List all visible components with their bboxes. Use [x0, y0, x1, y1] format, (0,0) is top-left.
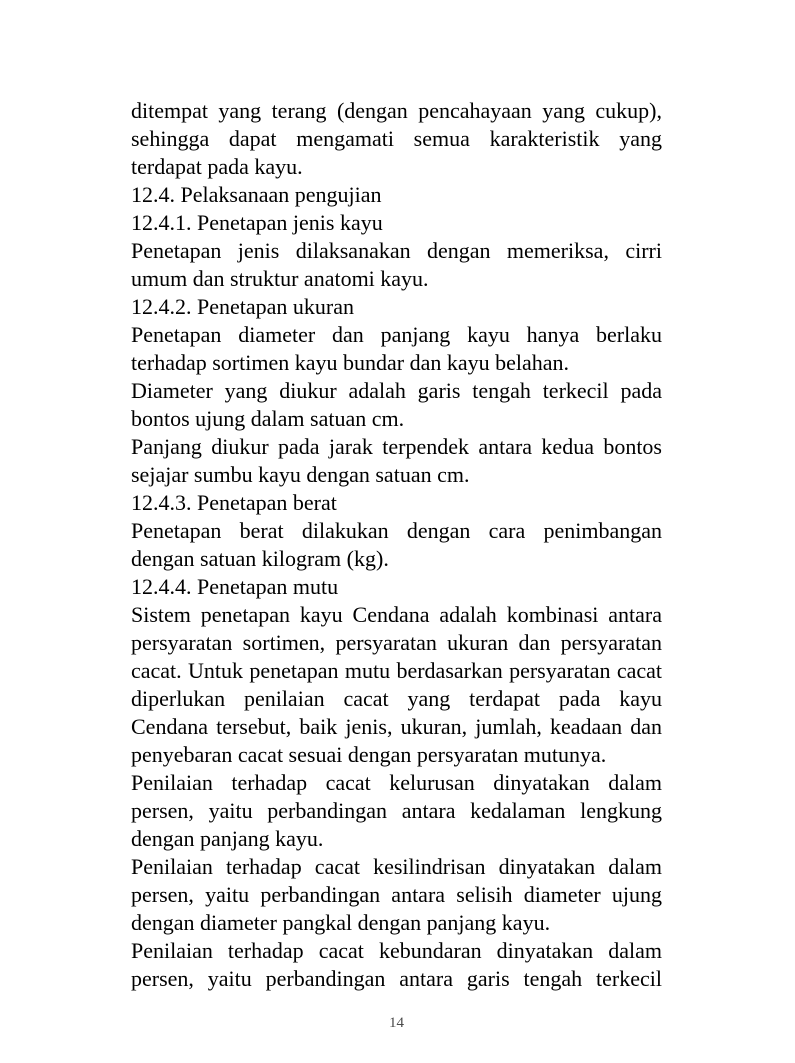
text-line: persen, yaitu perbandingan antara selisih diameter ujung: [131, 882, 662, 907]
page-body-text: [131, 97, 662, 993]
paragraph-penetapan-mutu: [131, 601, 662, 769]
paragraph-cacat-kelurusan: [131, 769, 662, 853]
heading-12-4: [131, 181, 662, 209]
text-line: terdapat pada kayu.: [131, 154, 303, 179]
text-line: Sistem penetapan kayu Cendana adalah kombinasi antara: [131, 602, 662, 627]
text-line: sehingga dapat mengamati semua karakteristik yang: [131, 126, 662, 151]
heading-line: 12.4.3. Penetapan berat: [131, 490, 337, 515]
text-line: Penilaian terhadap cacat kelurusan dinyatakan dalam: [131, 770, 662, 795]
text-line: diperlukan penilaian cacat yang terdapat pada kayu: [131, 686, 662, 711]
text-line: terhadap sortimen kayu bundar dan kayu belahan.: [131, 350, 570, 375]
heading-12-4-4: [131, 573, 662, 601]
paragraph-diameter: [131, 377, 662, 433]
text-line: Penilaian terhadap cacat kebundaran dinyatakan dalam: [131, 938, 662, 963]
text-line: sejajar sumbu kayu dengan satuan cm.: [131, 462, 470, 487]
page-number: 14: [389, 1015, 404, 1031]
text-line: dengan panjang kayu.: [131, 826, 324, 851]
text-line: Diameter yang diukur adalah garis tengah terkecil pada: [131, 378, 662, 403]
heading-12-4-1: [131, 209, 662, 237]
paragraph-penetapan-ukuran: [131, 321, 662, 377]
text-line: Penetapan jenis dilaksanakan dengan memeriksa, cirri: [131, 238, 662, 263]
heading-line: 12.4.1. Penetapan jenis kayu: [131, 210, 383, 235]
heading-12-4-3: [131, 489, 662, 517]
heading-line: 12.4.2. Penetapan ukuran: [131, 294, 354, 319]
paragraph-lighting: [131, 97, 662, 181]
paragraph-panjang: [131, 433, 662, 489]
text-line: persyaratan sortimen, persyaratan ukuran dan persyaratan: [131, 630, 662, 655]
text-line: Penilaian terhadap cacat kesilindrisan dinyatakan dalam: [131, 854, 662, 879]
heading-line: 12.4. Pelaksanaan pengujian: [131, 182, 382, 207]
text-line: umum dan struktur anatomi kayu.: [131, 266, 429, 291]
text-line: persen, yaitu perbandingan antara garis tengah terkecil: [131, 966, 662, 991]
heading-line: 12.4.4. Penetapan mutu: [131, 574, 339, 599]
paragraph-penetapan-jenis: [131, 237, 662, 293]
text-line: Panjang diukur pada jarak terpendek antara kedua bontos: [131, 434, 662, 459]
text-line: Penetapan berat dilakukan dengan cara penimbangan: [131, 518, 662, 543]
text-line: persen, yaitu perbandingan antara kedalaman lengkung: [131, 798, 662, 823]
text-line: ditempat yang terang (dengan pencahayaan yang cukup),: [131, 98, 662, 123]
text-line: penyebaran cacat sesuai dengan persyaratan mutunya.: [131, 742, 607, 767]
text-line: cacat. Untuk penetapan mutu berdasarkan persyaratan cacat: [131, 658, 662, 683]
text-line: dengan satuan kilogram (kg).: [131, 546, 389, 571]
page-footer: [131, 1013, 662, 1033]
paragraph-cacat-kebundaran: [131, 937, 662, 993]
paragraph-penetapan-berat: [131, 517, 662, 573]
text-line: dengan diameter pangkal dengan panjang kayu.: [131, 910, 551, 935]
text-line: Penetapan diameter dan panjang kayu hanya berlaku: [131, 322, 662, 347]
text-line: Cendana tersebut, baik jenis, ukuran, jumlah, keadaan dan: [131, 714, 662, 739]
text-line: bontos ujung dalam satuan cm.: [131, 406, 405, 431]
heading-12-4-2: [131, 293, 662, 321]
paragraph-cacat-kesilindrisan: [131, 853, 662, 937]
